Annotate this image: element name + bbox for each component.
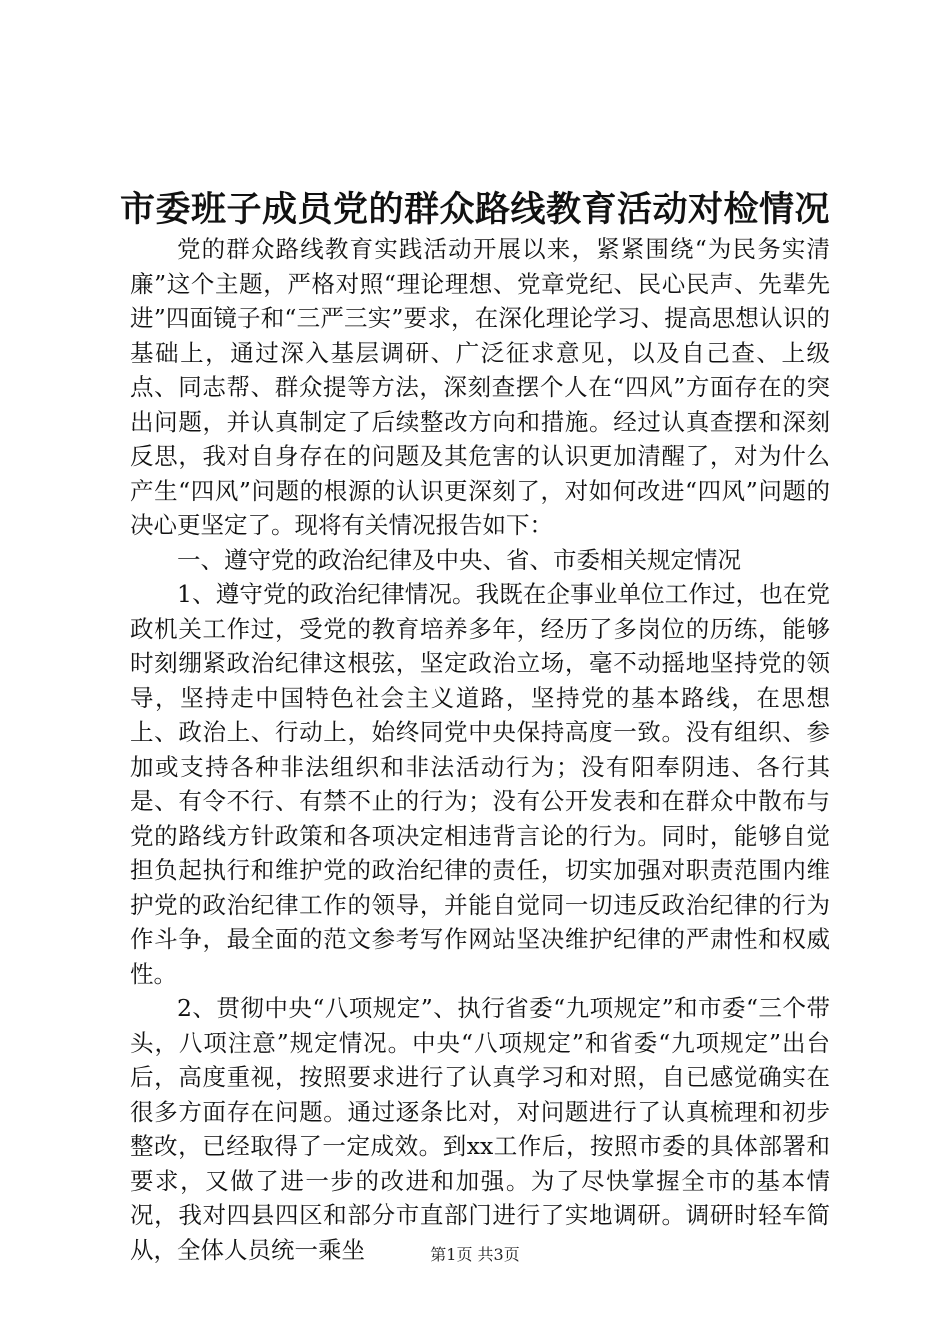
paragraph-eight-regulations: 2、贯彻中央“八项规定”、执行省委“九项规定”和市委“三个带头，八项注意”规定情况。中央“八项规定”和省委“九项规定”出台后，高度重视，按照要求进行了认真学习和对照，自已感觉确实在很多方面存在问题。通过逐条比对，对问题进行了认真梳理和初步整改，已经取得了一定成效。到xx工作后，按照市委的具体部署和要求，又做了进一步的改进和加强。为了尽快掌握全市的基本情况，我对四县四区和部分市直部门进行了实地调研。调研时轻车简从，全体人员统一乘坐	[130, 994, 830, 1264]
paragraph-political-discipline: 1、遵守党的政治纪律情况。我既在企事业单位工作过，也在党政机关工作过，受党的教育培养多年，经历了多岗位的历练，能够时刻绷紧政治纪律这根弦，坚定政治立场，毫不动摇地坚持党的领导，坚持走中国特色社会主义道路，坚持党的基本路线，在思想上、政治上、行动上，始终同党中央保持高度一致。没有组织、参加或支持各种非法组织和非法活动行为；没有阳奉阴违、各行其是、有令不行、有禁不止的行为；没有公开发表和在群众中散布与党的路线方针政策和各项决定相违背言论的行为。同时，能够自觉担负起执行和维护党的政治纪律的责任，切实加强对职责范围内维护党的政治纪律工作的领导，并能自觉同一切违反政治纪律的行为作斗争，最全面的范文参考写作网站坚决维护纪律的严肃性和权威性。	[130, 580, 830, 988]
document-body	[130, 232, 830, 1267]
section-heading-1: 一、遵守党的政治纪律及中央、省、市委相关规定情况	[177, 545, 741, 574]
intro-paragraph: 党的群众路线教育实践活动开展以来，紧紧围绕“为民务实清廉”这个主题，严格对照“理论理想、党章党纪、民心民声、先辈先进”四面镜子和“三严三实”要求，在深化理论学习、提高思想认识的基础上，通过深入基层调研、广泛征求意见，以及自己查、上级点、同志帮、群众提等方法，深刻查摆个人在“四风”方面存在的突出问题，并认真制定了后续整改方向和措施。经过认真查摆和深刻反思，我对自身存在的问题及其危害的认识更加清醒了，对为什么产生“四风”问题的根源的认识更深刻了，对如何改进“四风”问题的决心更坚定了。现将有关情况报告如下：	[130, 235, 830, 539]
document-title: 市委班子成员党的群众路线教育活动对检情况	[119, 189, 830, 230]
page-number-footer: 第1页 共3页	[430, 1245, 520, 1264]
